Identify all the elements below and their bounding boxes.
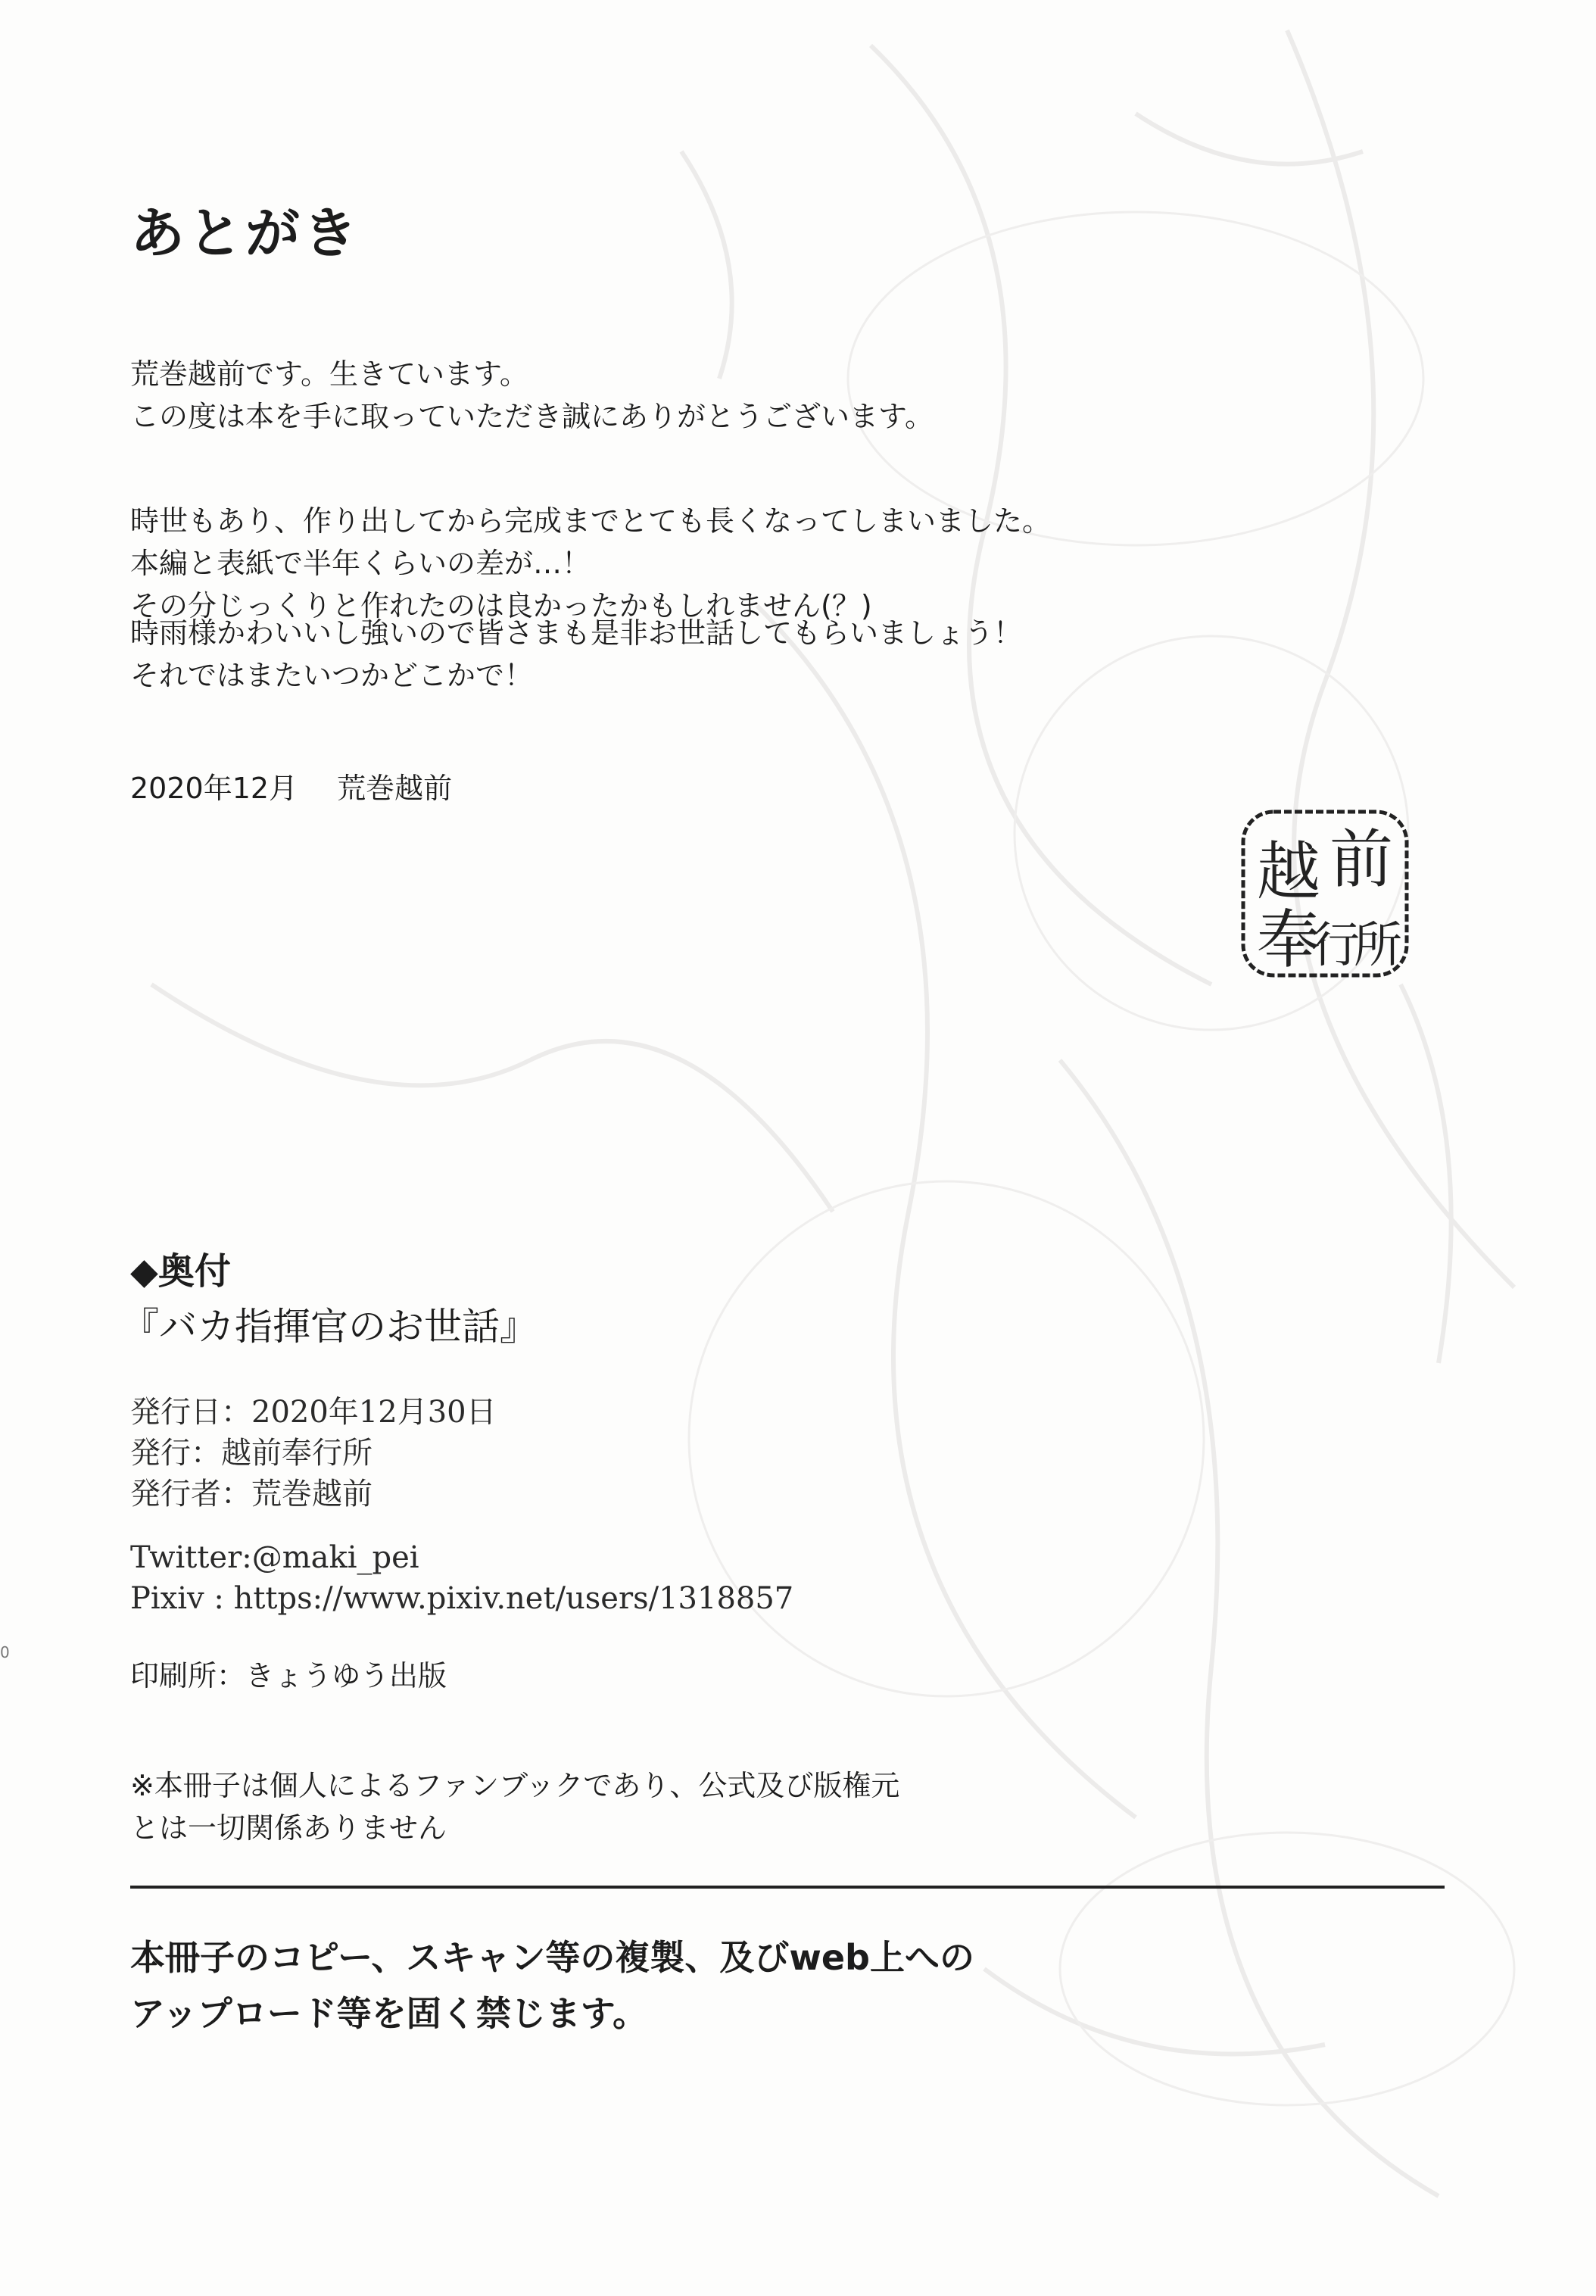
signature bbox=[130, 765, 452, 806]
afterword-title: あとがき bbox=[130, 201, 361, 265]
afterword-paragraph-3 bbox=[130, 612, 1022, 697]
pixiv-url: Pixiv : https://www.pixiv.net/users/1318857 bbox=[130, 1581, 794, 1616]
seal-char: 奉 bbox=[1256, 903, 1321, 977]
circle-seal-stamp bbox=[1234, 803, 1416, 984]
divider bbox=[130, 1886, 1445, 1889]
disclaimer-line: とは一切関係ありません bbox=[130, 1811, 447, 1845]
afterword-paragraph-2 bbox=[130, 500, 1051, 627]
publisher: 発行：越前奉行所 bbox=[130, 1436, 373, 1471]
issuer: 発行者：荒巻越前 bbox=[130, 1477, 373, 1511]
warning-line: 本冊子のコピー、スキャン等の複製、及びweb上への bbox=[130, 1937, 974, 1978]
text-line: 荒巻越前です。生きています。 bbox=[130, 357, 528, 391]
twitter-handle: Twitter:@maki_pei bbox=[130, 1540, 419, 1575]
signature-author: 荒巻越前 bbox=[337, 772, 453, 805]
colophon-publication-info bbox=[130, 1392, 497, 1515]
seal-char: 所 bbox=[1354, 918, 1402, 974]
seal-char: 行 bbox=[1311, 918, 1360, 974]
afterword-paragraph-1 bbox=[130, 353, 934, 438]
issue-date: 発行日：2020年12月30日 bbox=[130, 1395, 497, 1430]
text-line: 本編と表紙で半年くらいの差が…！ bbox=[130, 547, 591, 580]
disclaimer-line: ※本冊子は個人によるファンブックであり、公式及び版権元 bbox=[130, 1769, 900, 1802]
disclaimer bbox=[130, 1764, 899, 1849]
colophon-heading: ◆奥付 bbox=[130, 1250, 231, 1293]
text-line: 時世もあり、作り出してから完成までとても長くなってしまいました。 bbox=[130, 504, 1052, 538]
colophon-links bbox=[130, 1537, 793, 1619]
printer-info: 印刷所：きょうゆう出版 bbox=[130, 1659, 447, 1692]
warning-line: アップロード等を固く禁じます。 bbox=[130, 1993, 648, 2034]
book-title: 『バカ指揮官のお世話』 bbox=[121, 1305, 538, 1349]
signature-date: 2020年12月 bbox=[130, 772, 298, 805]
margin-mark: 0 bbox=[0, 1643, 10, 1661]
text-line: 時雨様かわいいし強いので皆さまも是非お世話してもらいましょう！ bbox=[130, 616, 1023, 650]
text-line: その分じっくりと作れたのは良かったかもしれません(？) bbox=[130, 589, 872, 622]
text-line: それではまたいつかどこかで！ bbox=[130, 659, 534, 692]
text-line: この度は本を手に取っていただき誠にありがとうございます。 bbox=[130, 400, 934, 433]
seal-char: 越 bbox=[1256, 834, 1321, 909]
copy-warning bbox=[130, 1929, 974, 2042]
seal-char: 前 bbox=[1329, 822, 1394, 897]
